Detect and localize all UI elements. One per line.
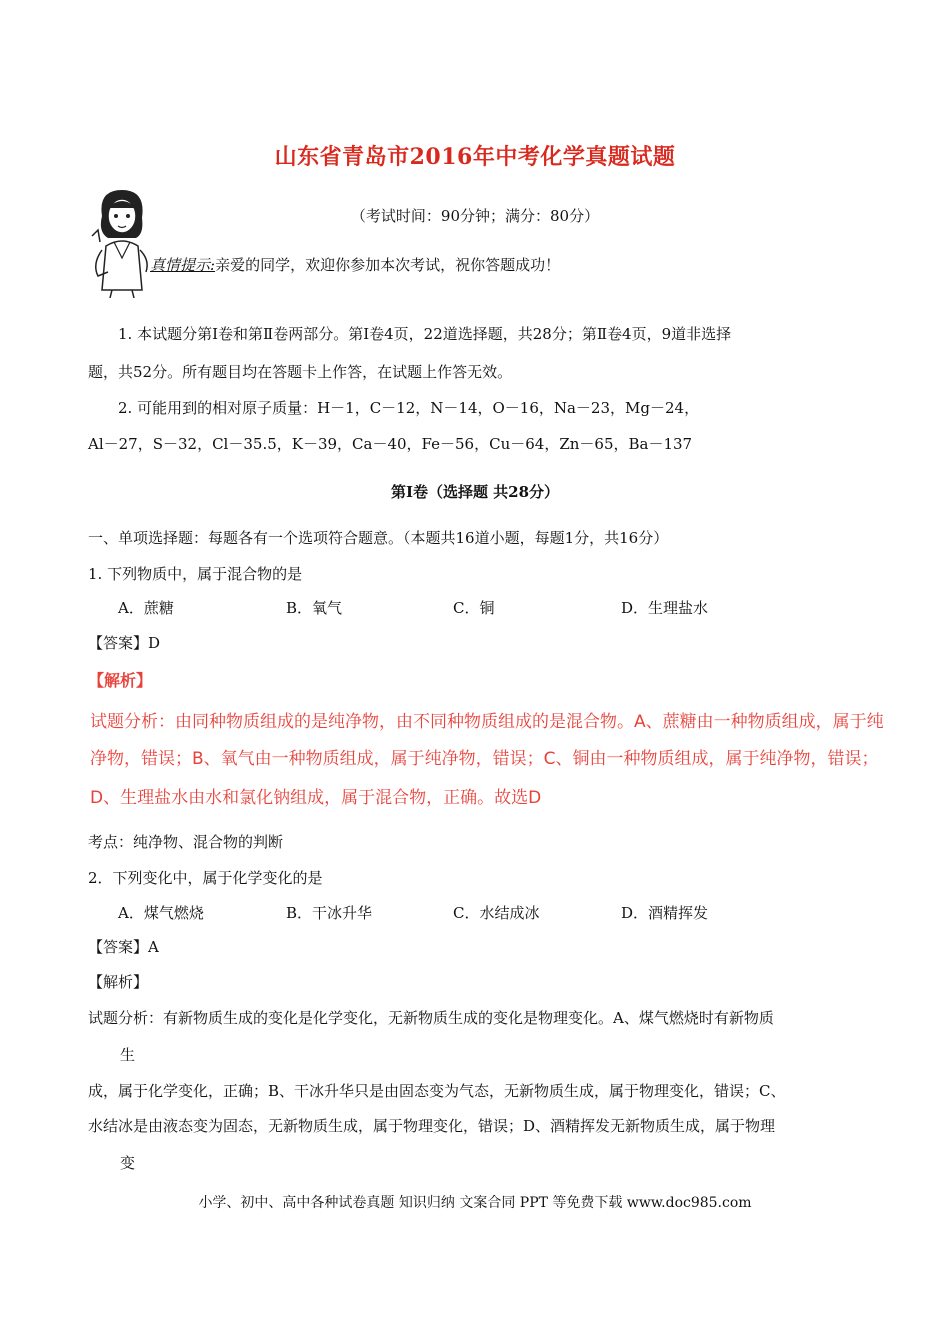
- question-1-analysis-label: 【解析】: [88, 671, 153, 690]
- part-intro: 一、单项选择题：每题各有一个选项符合题意。（本题共16道小题，每题1分，共16分）: [88, 529, 669, 547]
- question-2-analysis-line-4: 水结冰是由液态变为固态，无新物质生成，属于物理变化，错误；D、酒精挥发无新物质生成，属于物理: [88, 1117, 776, 1135]
- note-2-line-1: 2. 可能用到的相对原子质量：H－1，C－12，N－14，O－16，Na－23，Mg－24，: [118, 399, 700, 417]
- question-2-analysis-line-2: 生: [120, 1046, 136, 1064]
- question-2-analysis-line-5: 变: [120, 1154, 136, 1172]
- question-1-option-a: A．蔗糖: [118, 599, 174, 617]
- question-1-kaodian: 考点：纯净物、混合物的判断: [88, 833, 284, 851]
- doc-title: 山东省青岛市2016年中考化学真题试题: [274, 144, 676, 170]
- tip-label: 真情提示:: [150, 256, 216, 274]
- question-2-option-c: C．水结成冰: [453, 904, 540, 922]
- tip-line: [150, 254, 560, 275]
- section-title: 第Ⅰ卷（选择题 共28分）: [390, 483, 560, 501]
- note-1-line-2: 题，共52分。所有题目均在答题卡上作答，在试题上作答无效。: [88, 363, 513, 381]
- question-2-analysis-line-1: 试题分析：有新物质生成的变化是化学变化，无新物质生成的变化是物理变化。A、煤气燃烧时有新物质: [88, 1009, 774, 1027]
- question-1-stem: 1. 下列物质中，属于混合物的是: [88, 565, 303, 583]
- question-2-analysis-line-3: 成，属于化学变化，正确；B、干冰升华只是由固态变为气态，无新物质生成，属于物理变化，错误；C、: [88, 1082, 786, 1100]
- question-1-option-d: D．生理盐水: [621, 599, 709, 617]
- note-1-line-1: 1. 本试题分第Ⅰ卷和第Ⅱ卷两部分。第Ⅰ卷4页，22道选择题，共28分；第Ⅱ卷4页，9道非选择: [118, 325, 732, 343]
- question-1-analysis-line-3: D、生理盐水由水和氯化钠组成，属于混合物，正确。故选D: [90, 788, 542, 808]
- tip-text: 亲爱的同学，欢迎你参加本次考试，祝你答题成功！: [215, 256, 561, 274]
- note-2-line-2: Al－27，S－32，Cl－35.5，K－39，Ca－40，Fe－56，Cu－64，Zn－65，Ba－137: [88, 435, 693, 453]
- student-illustration-icon: [88, 186, 154, 298]
- question-2-stem: 2．下列变化中，属于化学变化的是: [88, 869, 323, 887]
- question-1-analysis-line-1: 试题分析：由同种物质组成的是纯净物，由不同种物质组成的是混合物。A、蔗糖由一种物质组成，属于纯: [90, 712, 884, 732]
- question-1-answer: 【答案】D: [88, 634, 161, 652]
- question-2-option-d: D．酒精挥发: [621, 904, 709, 922]
- question-2-option-a: A．煤气燃烧: [118, 904, 204, 922]
- page-footer: 小学、初中、高中各种试卷真题 知识归纳 文案合同 PPT 等免费下载 www.doc985.com: [198, 1195, 752, 1211]
- question-2-answer: 【答案】A: [88, 938, 159, 956]
- question-2-option-b: B．干冰升华: [286, 904, 373, 922]
- exam-info: （考试时间：90分钟；满分：80分）: [350, 207, 600, 225]
- question-1-option-b: B．氧气: [286, 599, 343, 617]
- question-2-analysis-label: 【解析】: [88, 973, 149, 991]
- question-1-option-c: C．铜: [453, 599, 495, 617]
- question-1-analysis-line-2: 净物，错误；B、氧气由一种物质组成，属于纯净物，错误；C、铜由一种物质组成，属于纯净物，错误；: [90, 749, 879, 769]
